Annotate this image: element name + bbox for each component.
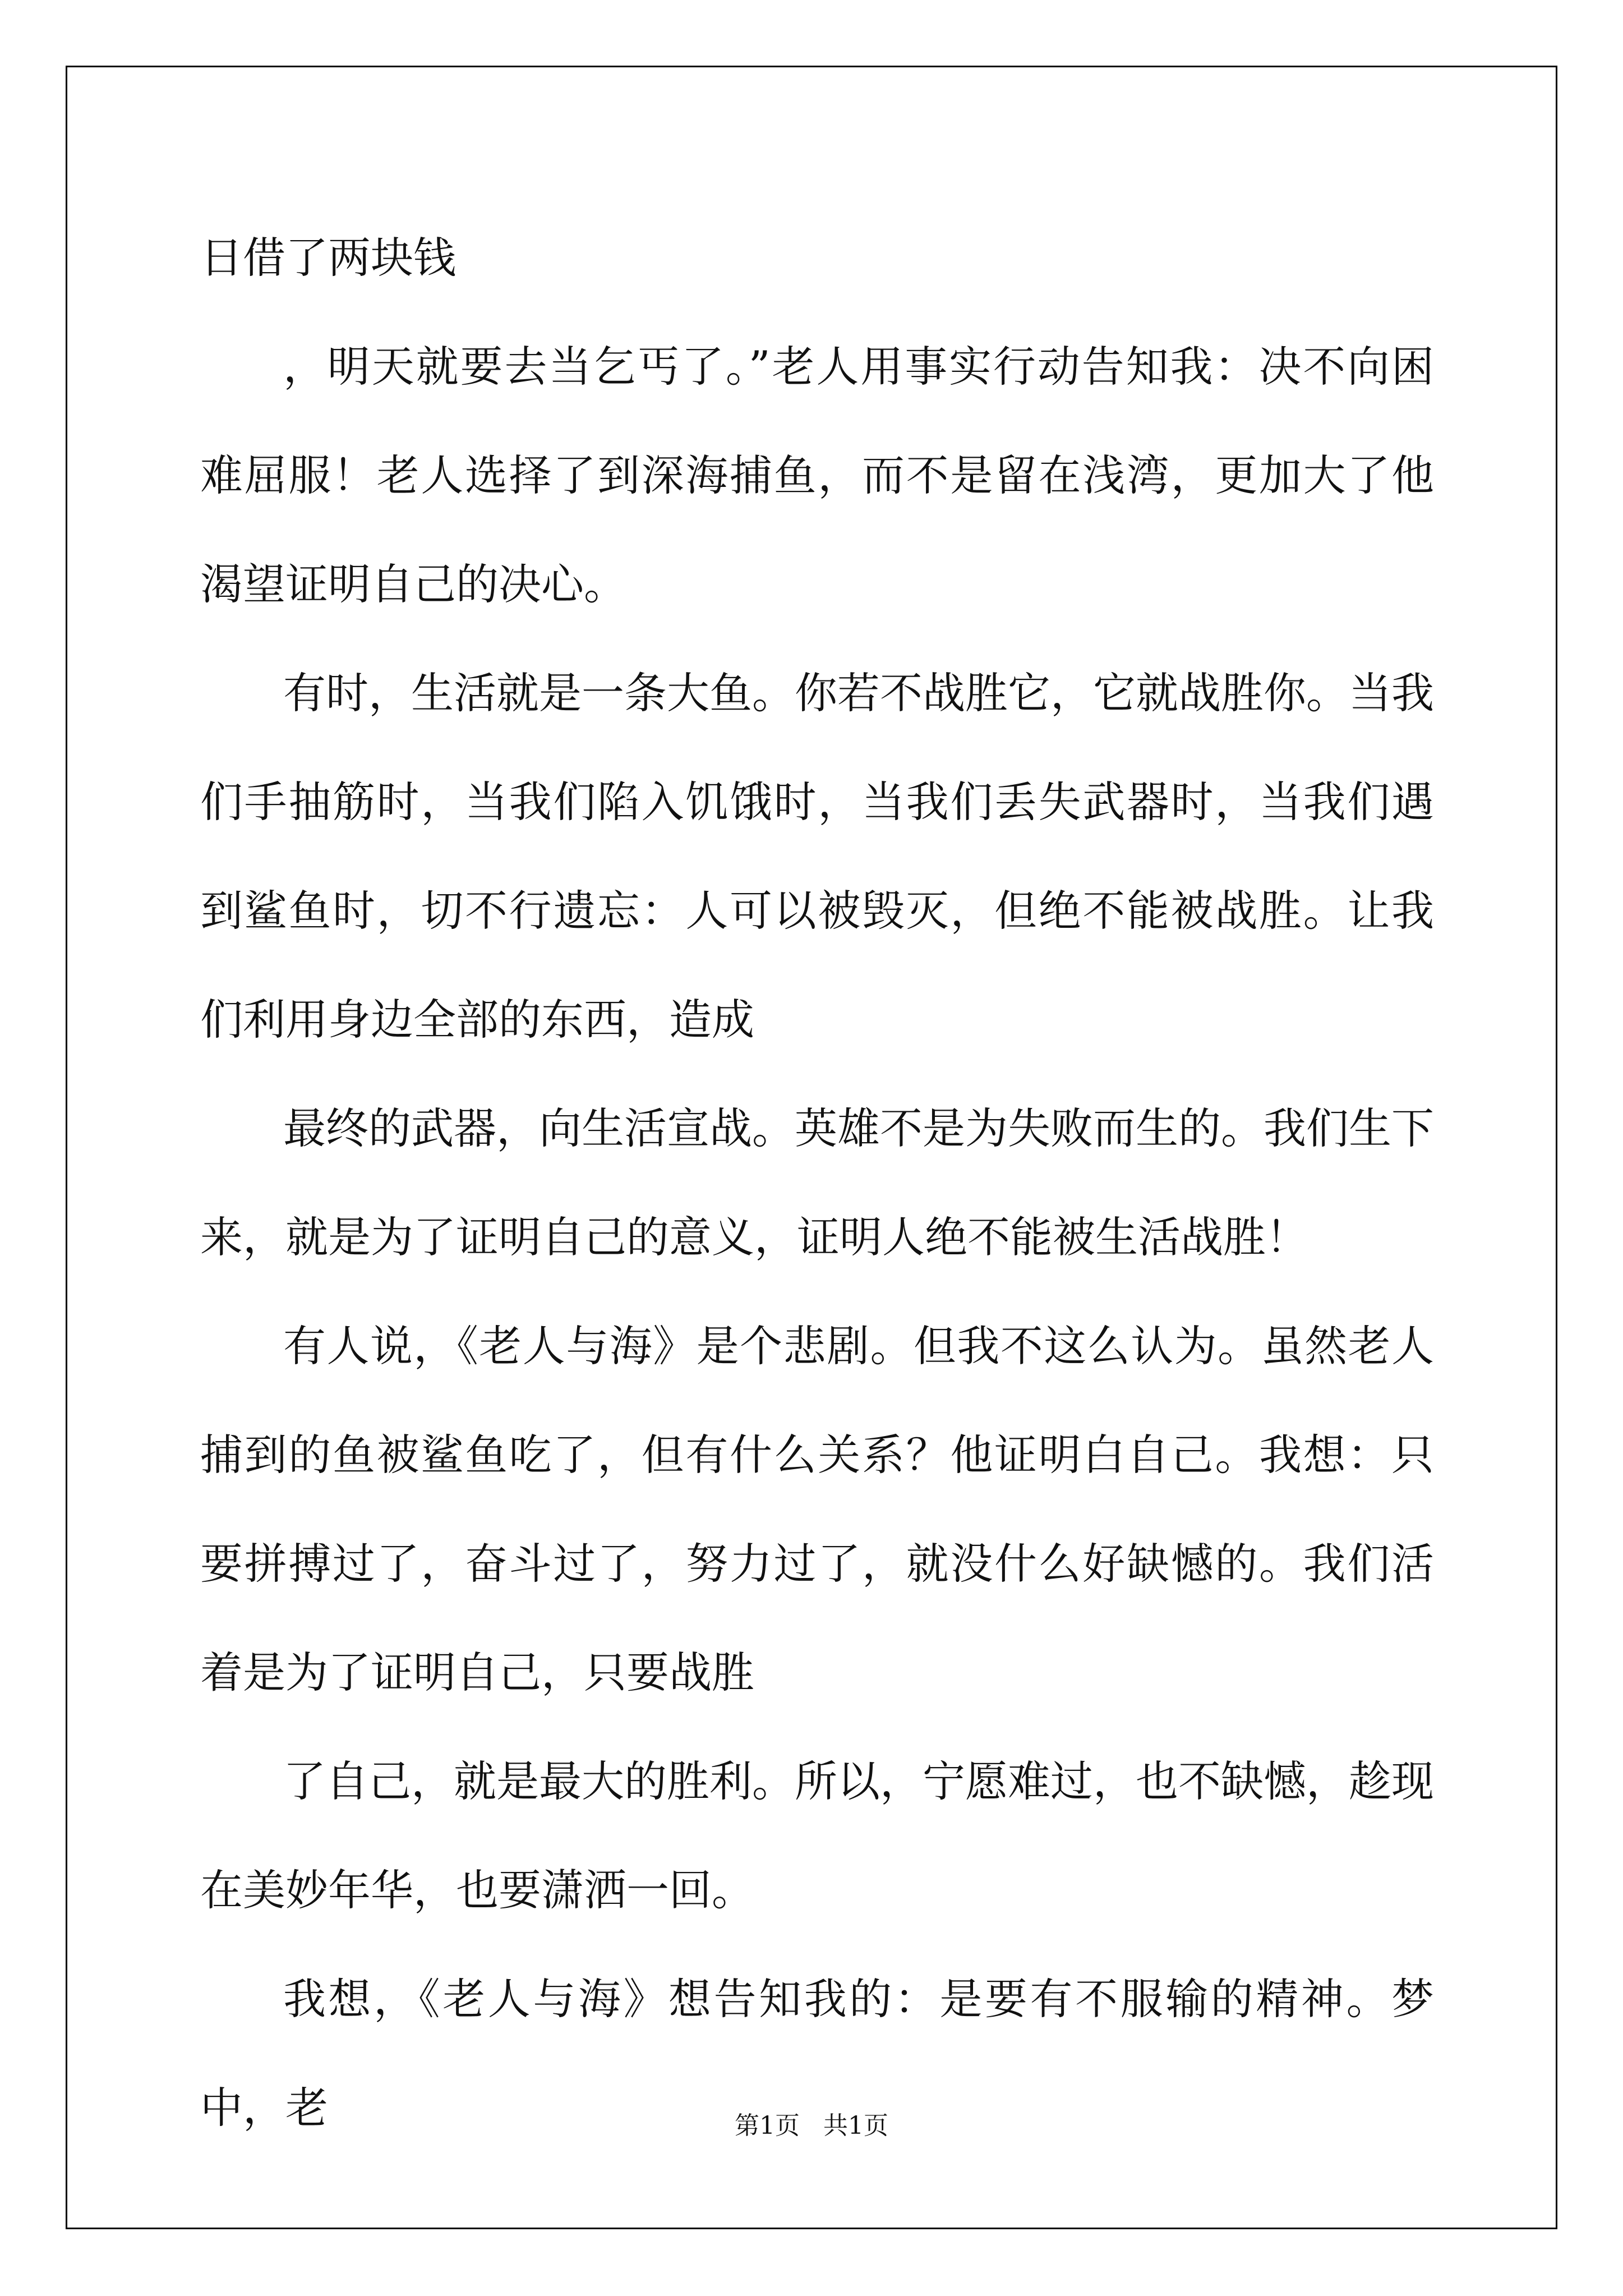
paragraph-4: 最终的武器，向生活宣战。英雄不是为失败而生的。我们生下来，就是为了证明自己的意义，证明人绝不能被生活战胜！ (200, 1103, 1434, 1262)
paragraph-3: 有时，生活就是一条大鱼。你若不战胜它，它就战胜你。当我们手抽筋时，当我们陷入饥饿时，当我们丢失武器时，当我们遇到鲨鱼时，切不行遗忘：人可以被毁灭，但绝不能被战胜。让我们利用身边全部的东西，造成 (200, 668, 1434, 1045)
paragraph-2: ，明天就要去当乞丐了。”老人用事实行动告知我：决不向困难屈服！老人选择了到深海捕鱼，而不是留在浅湾，更加大了他渴望证明自己的决心。 (200, 342, 1434, 609)
document-body (200, 204, 1434, 2162)
paragraph-5: 有人说，《老人与海》是个悲剧。但我不这么认为。虽然老人捕到的鱼被鲨鱼吃了，但有什么关系？他证明白自己。我想：只要拼搏过了，奋斗过了，努力过了，就没什么好缺憾的。我们活着是为了证明自己，只要战胜 (200, 1321, 1434, 1697)
paragraph-7: 我想，《老人与海》想告知我的：是要有不服输的精神。梦中，老 (200, 1974, 1434, 2133)
paragraph-6: 了自己，就是最大的胜利。所以，宁愿难过，也不缺憾，趁现在美妙年华，也要潇洒一回。 (200, 1756, 1434, 1915)
page-footer: 第1页 共1页 (735, 2111, 888, 2140)
paragraph-1: 日借了两块钱 (200, 233, 456, 283)
